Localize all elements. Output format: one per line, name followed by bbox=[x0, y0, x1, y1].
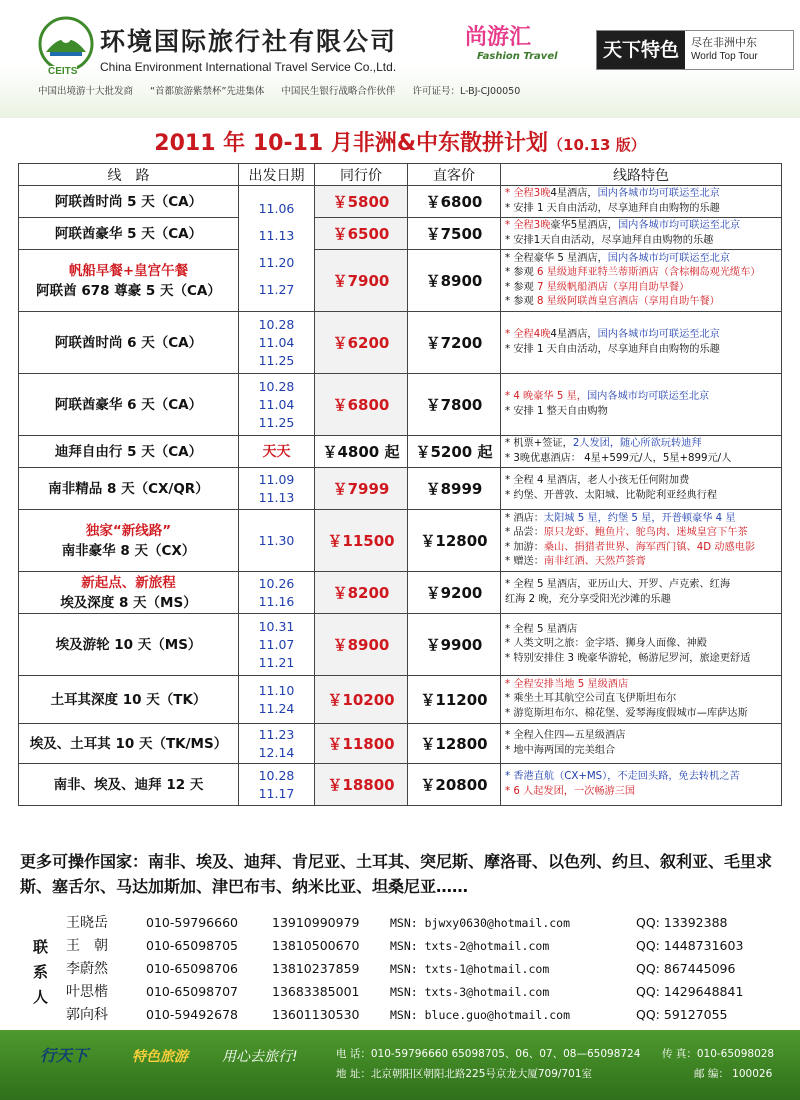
table-row bbox=[19, 764, 782, 806]
col-header-features: 线路特色 bbox=[501, 164, 782, 186]
route-cell bbox=[19, 764, 239, 806]
contacts-label: 联系人 bbox=[33, 938, 49, 1006]
departure-date: 11.30 bbox=[258, 532, 295, 548]
peer-price: ￥11800 bbox=[315, 724, 408, 764]
route-cell bbox=[19, 510, 239, 572]
feature-text: 红海 2 晚，充分享受阳光沙滩的乐趣 bbox=[505, 593, 671, 605]
feature-line bbox=[505, 252, 781, 267]
features-cell bbox=[501, 510, 782, 572]
more-countries: 更多可操作国家：南非、埃及、迪拜、肯尼亚、土耳其、突尼斯、摩洛哥、以色列、约旦、叙利亚、毛里求斯、塞舌尔、马达加斯加、津巴布韦、纳米比亚、坦桑尼亚…… bbox=[20, 852, 773, 896]
departure-date: 11.21 bbox=[258, 654, 295, 670]
footer-zip: 邮 编： 100026 bbox=[694, 1068, 773, 1080]
footer-fax: 传 真：010-65098028 bbox=[662, 1048, 775, 1060]
contact-name: 王晓岳 bbox=[66, 915, 108, 931]
feature-line bbox=[505, 512, 781, 527]
feature-text: 3晚 bbox=[533, 220, 551, 231]
feature-text: * 机票+签证， bbox=[505, 438, 573, 449]
table-row bbox=[19, 312, 782, 374]
feature-text: * 全程 bbox=[505, 188, 534, 199]
contact-row bbox=[60, 1005, 800, 1025]
feature-line bbox=[505, 692, 781, 707]
contact-row bbox=[60, 982, 800, 1002]
footer-address: 地 址：北京朝阳区朝阳北路225号京龙大厦709/701室 bbox=[336, 1068, 592, 1080]
feature-line bbox=[505, 555, 781, 570]
departure-date: 11.13 bbox=[258, 489, 295, 505]
feature-text: 8 星级阿联酋皇宫酒店（享用自助午餐） bbox=[536, 296, 720, 307]
route-name: 阿联酋时尚 5 天（CA） bbox=[54, 193, 203, 210]
footer bbox=[0, 1030, 800, 1100]
route-cell bbox=[19, 218, 239, 250]
page-title-main: 2011 年 10-11 月非洲&中东散拼计划 bbox=[154, 131, 549, 156]
feature-text: * 人类文明之旅：金字塔、狮身人面像、神殿 bbox=[505, 638, 707, 650]
contact-msn: MSN: bjwxy0630@hotmail.com bbox=[390, 916, 571, 930]
contact-mobile: 13810500670 bbox=[272, 938, 360, 953]
feature-text: 豪华5星酒店， bbox=[550, 220, 618, 231]
route-cell bbox=[19, 250, 239, 312]
feature-line bbox=[505, 526, 781, 541]
features-cell bbox=[501, 218, 782, 250]
feature-text: 2人发团，随心所欲玩转迪拜 bbox=[572, 438, 702, 449]
footer-slogan: 用心去旅行! bbox=[222, 1049, 298, 1065]
departure-date: 天天 bbox=[262, 443, 291, 460]
peer-price: ￥6200 bbox=[315, 312, 408, 374]
table-row bbox=[19, 572, 782, 614]
feature-text: * 4 晚豪华 5 星， bbox=[505, 391, 587, 402]
departure-date: 11.17 bbox=[258, 785, 295, 801]
qualification: 中国民生银行战略合作伙伴 bbox=[281, 86, 396, 97]
departure-date: 11.16 bbox=[258, 593, 295, 609]
feature-line bbox=[505, 202, 781, 217]
table-row bbox=[19, 614, 782, 676]
feature-text: 太阳城 5 星，约堡 5 星，开普顿豪华 4 星 bbox=[543, 512, 736, 524]
departure-date: 11.25 bbox=[258, 414, 295, 430]
footer-brand-2: 特色旅游 bbox=[132, 1049, 188, 1065]
ceits-logo bbox=[36, 16, 96, 82]
feature-line bbox=[505, 328, 781, 343]
route-name: 阿联酋时尚 6 天（CA） bbox=[54, 334, 203, 351]
feature-text: 国内各城市均可联运至北京 bbox=[607, 252, 731, 264]
feature-line bbox=[505, 652, 781, 667]
contact-msn: MSN: txts-3@hotmail.com bbox=[390, 985, 550, 999]
feature-line bbox=[505, 637, 781, 652]
departure-date: 10.28 bbox=[258, 316, 295, 332]
route-cell bbox=[19, 468, 239, 510]
route-name: 迪拜自由行 5 天（CA） bbox=[54, 443, 203, 460]
feature-line bbox=[505, 541, 781, 556]
logo-text: CEITS bbox=[48, 66, 78, 77]
departure-date: 11.25 bbox=[258, 352, 295, 368]
contact-msn: MSN: txts-2@hotmail.com bbox=[390, 939, 550, 953]
contact-row bbox=[60, 959, 800, 979]
departure-date: 11.20 bbox=[258, 254, 295, 270]
contact-mobile: 13810237859 bbox=[272, 961, 360, 976]
feature-text: 桑山、捐猎者世界、海军西门镇、4D 动感电影 bbox=[543, 541, 756, 553]
features-cell bbox=[501, 250, 782, 312]
peer-price: ￥8200 bbox=[315, 572, 408, 614]
feature-line bbox=[505, 785, 781, 800]
contact-qq: QQ: 1429648841 bbox=[636, 984, 744, 999]
contact-qq: QQ: 59127055 bbox=[636, 1007, 728, 1022]
table-row bbox=[19, 510, 782, 572]
qualification: 许可证号：L-BJ-CJ00050 bbox=[412, 86, 521, 97]
route-name: 阿联酋 678 尊豪 5 天（CA） bbox=[36, 282, 221, 299]
route-name: 南非豪华 8 天（CX） bbox=[61, 542, 196, 559]
route-name: 埃及游轮 10 天（MS） bbox=[55, 636, 202, 653]
feature-line bbox=[505, 266, 781, 281]
direct-price: ￥7800 bbox=[408, 374, 501, 436]
table-row bbox=[19, 374, 782, 436]
dates-cell bbox=[239, 572, 315, 614]
feature-text: * 赠送： bbox=[505, 556, 544, 567]
feature-line bbox=[505, 452, 781, 467]
route-tag: 新起点、新旅程 bbox=[81, 574, 176, 591]
contact-name: 王 朝 bbox=[66, 938, 108, 954]
route-cell bbox=[19, 724, 239, 764]
route-cell bbox=[19, 186, 239, 218]
feature-line bbox=[505, 281, 781, 296]
feature-text: * 安排 1 天自由活动，尽享迪拜自由购物的乐趣 bbox=[505, 343, 720, 355]
peer-price: ￥7999 bbox=[315, 468, 408, 510]
peer-price: ￥6800 bbox=[315, 374, 408, 436]
feature-text: 国内各城市均可联运至北京 bbox=[586, 391, 710, 402]
fashion-travel-en: Fashion Travel bbox=[477, 51, 558, 62]
feature-line bbox=[505, 187, 781, 202]
table-row bbox=[19, 724, 782, 764]
table-row bbox=[19, 186, 782, 218]
direct-price: ￥7200 bbox=[408, 312, 501, 374]
route-tag: 独家“新线路” bbox=[85, 522, 172, 539]
features-cell bbox=[501, 436, 782, 468]
world-top-tour-main: 天下特色 bbox=[597, 31, 685, 69]
feature-text: * 全程 4 星酒店，老人小孩无任何附加费 bbox=[505, 475, 690, 486]
world-top-tour-sub-en: World Top Tour bbox=[691, 51, 758, 62]
feature-text: 6 星级迪拜亚特兰蒂斯酒店（含棕榈岛观光缆车） bbox=[536, 267, 761, 278]
feature-text: 3晚 bbox=[533, 188, 551, 199]
feature-line bbox=[505, 593, 781, 608]
table-header-row bbox=[19, 164, 782, 186]
feature-text: * 参观 bbox=[505, 296, 537, 307]
departure-date: 10.28 bbox=[258, 767, 295, 783]
direct-price: ￥9200 bbox=[408, 572, 501, 614]
table-row bbox=[19, 676, 782, 724]
dates-cell bbox=[239, 436, 315, 468]
page-title bbox=[0, 126, 800, 157]
feature-text: * 安排 1 整天自由购物 bbox=[505, 405, 608, 417]
departure-date: 12.14 bbox=[258, 744, 295, 760]
feature-text: * 3晚优惠酒店： 4星+599元/人，5星+899元/人 bbox=[505, 452, 732, 464]
feature-text: * 全程豪华 5 星酒店， bbox=[505, 252, 608, 264]
world-top-tour-sub-cn: 尽在非洲中东 bbox=[691, 36, 757, 49]
feature-text: 4星酒店， bbox=[550, 329, 598, 340]
contact-msn: MSN: txts-1@hotmail.com bbox=[390, 962, 550, 976]
feature-line bbox=[505, 729, 781, 744]
route-name: 阿联酋豪华 6 天（CA） bbox=[54, 396, 203, 413]
departure-date: 11.10 bbox=[258, 682, 295, 698]
peer-price: ￥8900 bbox=[315, 614, 408, 676]
contact-row bbox=[60, 913, 800, 933]
peer-price: ￥18800 bbox=[315, 764, 408, 806]
feature-line bbox=[505, 744, 781, 759]
feature-text: * 全程安排当地 5 星级酒店 bbox=[505, 678, 629, 690]
contact-mobile: 13601130530 bbox=[272, 1007, 360, 1022]
feature-text: * 乘坐土耳其航空公司直飞伊斯坦布尔 bbox=[505, 693, 677, 705]
table-row bbox=[19, 250, 782, 312]
peer-price: ￥10200 bbox=[315, 676, 408, 724]
contact-name: 李蔚然 bbox=[66, 961, 108, 977]
feature-line bbox=[505, 623, 781, 638]
feature-line bbox=[505, 219, 781, 234]
feature-text: * 游览斯坦布尔、棉花堡、爱琴海度假城市—库萨达斯 bbox=[505, 707, 748, 719]
feature-text: 国内各城市均可联运至北京 bbox=[618, 220, 741, 231]
features-cell bbox=[501, 764, 782, 806]
qualifications bbox=[38, 83, 534, 97]
dates-cell bbox=[239, 676, 315, 724]
contact-qq: QQ: 13392388 bbox=[636, 915, 728, 930]
contact-name: 郭向科 bbox=[66, 1007, 108, 1023]
fashion-travel-cn: 尚游汇 bbox=[465, 25, 532, 50]
company-name-cn: 环境国际旅行社有限公司 bbox=[100, 27, 398, 56]
feature-line bbox=[505, 707, 781, 722]
departure-date: 11.23 bbox=[258, 726, 295, 742]
direct-price: ￥8999 bbox=[408, 468, 501, 510]
peer-price: ￥7900 bbox=[315, 250, 408, 312]
feature-text: * 约堡、开普敦、太阳城、比勒陀利亚经典行程 bbox=[505, 489, 718, 501]
feature-text: * 全程 5 星酒店 bbox=[505, 623, 578, 635]
col-header-route: 线 路 bbox=[19, 164, 239, 186]
departure-date: 11.27 bbox=[258, 281, 295, 297]
features-cell bbox=[501, 724, 782, 764]
features-cell bbox=[501, 572, 782, 614]
features-cell bbox=[501, 186, 782, 218]
peer-price: ￥11500 bbox=[315, 510, 408, 572]
dates-cell bbox=[239, 724, 315, 764]
feature-text: * 参观 bbox=[505, 267, 537, 278]
features-cell bbox=[501, 676, 782, 724]
departure-date: 11.04 bbox=[258, 334, 295, 350]
direct-price: ￥6800 bbox=[408, 186, 501, 218]
contact-qq: QQ: 1448731603 bbox=[636, 938, 744, 953]
feature-line bbox=[505, 295, 781, 310]
route-name: 土耳其深度 10 天（TK） bbox=[50, 691, 207, 708]
contact-mobile: 13910990979 bbox=[272, 915, 360, 930]
feature-line bbox=[505, 489, 781, 504]
feature-text: * 参观 bbox=[505, 281, 537, 293]
footer-brand-1: 行天下 bbox=[40, 1046, 89, 1065]
feature-text: * 6 人起发团，一次畅游三国 bbox=[505, 785, 636, 797]
feature-text: * 香港直航（CX+MS），不走回头路，免去转机之苦 bbox=[505, 771, 740, 782]
departure-date: 11.06 bbox=[258, 200, 295, 216]
feature-text: * 地中海两国的完美组合 bbox=[505, 744, 616, 756]
departure-date: 10.26 bbox=[258, 575, 295, 591]
route-name: 埃及、土耳其 10 天（TK/MS） bbox=[29, 735, 228, 752]
feature-text: * 安排 1 天自由活动，尽享迪拜自由购物的乐趣 bbox=[505, 202, 720, 214]
feature-line bbox=[505, 390, 781, 405]
direct-price: ￥5200 起 bbox=[408, 436, 501, 468]
departure-date: 11.09 bbox=[258, 471, 295, 487]
company-name-en: China Environment International Travel Service Co.,Ltd. bbox=[100, 60, 397, 74]
col-header-date: 出发日期 bbox=[239, 164, 315, 186]
feature-text: * 安排1天自由活动，尽享迪拜自由购物的乐趣 bbox=[505, 234, 714, 246]
direct-price: ￥12800 bbox=[408, 510, 501, 572]
route-cell bbox=[19, 572, 239, 614]
dates-cell bbox=[239, 614, 315, 676]
contact-qq: QQ: 867445096 bbox=[636, 961, 736, 976]
feature-line bbox=[505, 678, 781, 693]
feature-text: 7 星级帆船酒店（享用自助早餐） bbox=[536, 281, 690, 293]
direct-price: ￥9900 bbox=[408, 614, 501, 676]
feature-text: * 全程 5 星酒店，亚历山大、开罗、卢克索、红海 bbox=[505, 579, 731, 590]
departure-date: 11.24 bbox=[258, 700, 295, 716]
contact-phone: 010-59492678 bbox=[146, 1007, 238, 1022]
feature-line bbox=[505, 437, 781, 452]
feature-line bbox=[505, 343, 781, 358]
route-cell bbox=[19, 676, 239, 724]
departure-date: 11.13 bbox=[258, 227, 295, 243]
departure-date: 11.04 bbox=[258, 396, 295, 412]
feature-text: 南非红酒、天然芦荟膏 bbox=[543, 556, 646, 567]
peer-price: ￥5800 bbox=[315, 186, 408, 218]
world-top-tour-badge bbox=[596, 30, 794, 70]
feature-line bbox=[505, 474, 781, 489]
feature-text: * 加游： bbox=[505, 541, 544, 553]
peer-price: ￥4800 起 bbox=[315, 436, 408, 468]
feature-text: 原只龙虾、鲍鱼片、鸵鸟肉、迷城皇宫下午茶 bbox=[543, 527, 748, 538]
route-name: 南非精品 8 天（CX/QR） bbox=[48, 480, 209, 497]
qualification: “首都旅游紫禁杯”先进集体 bbox=[150, 86, 265, 97]
contact-phone: 010-65098706 bbox=[146, 961, 238, 976]
feature-text: * 酒店： bbox=[505, 512, 544, 524]
feature-text: * 品尝： bbox=[505, 527, 544, 538]
features-cell bbox=[501, 374, 782, 436]
qualification: 中国出境游十大批发商 bbox=[38, 86, 134, 97]
departure-date: 10.28 bbox=[258, 378, 295, 394]
feature-text: 4晚 bbox=[533, 329, 551, 340]
fashion-travel-badge bbox=[465, 20, 565, 74]
contact-mobile: 13683385001 bbox=[272, 984, 360, 999]
feature-text: 国内各城市均可联运至北京 bbox=[597, 329, 720, 340]
route-cell bbox=[19, 312, 239, 374]
route-name: 南非、埃及、迪拜 12 天 bbox=[53, 776, 204, 793]
col-header-direct-price: 直客价 bbox=[408, 164, 501, 186]
dates-cell bbox=[239, 510, 315, 572]
page-title-version: （10.13 版） bbox=[548, 136, 646, 154]
contact-phone: 010-65098707 bbox=[146, 984, 238, 999]
feature-line bbox=[505, 405, 781, 420]
direct-price: ￥7500 bbox=[408, 218, 501, 250]
dates-cell bbox=[239, 312, 315, 374]
contact-phone: 010-65098705 bbox=[146, 938, 238, 953]
contact-row bbox=[60, 936, 800, 956]
feature-text: * 特别安排住 3 晚豪华游轮，畅游尼罗河，旅途更舒适 bbox=[505, 652, 751, 664]
feature-line bbox=[505, 770, 781, 785]
departure-date: 10.31 bbox=[258, 618, 295, 634]
feature-text: * 全程 bbox=[505, 220, 534, 231]
feature-line bbox=[505, 234, 781, 249]
route-cell bbox=[19, 374, 239, 436]
direct-price: ￥12800 bbox=[408, 724, 501, 764]
table-row bbox=[19, 468, 782, 510]
dates-cell bbox=[239, 468, 315, 510]
feature-line bbox=[505, 578, 781, 593]
contact-name: 叶思楷 bbox=[66, 984, 108, 1000]
footer-phone: 电 话：010-59796660 65098705、06、07、08—65098724 bbox=[336, 1048, 641, 1060]
route-cell bbox=[19, 436, 239, 468]
feature-text: 4星酒店， bbox=[550, 188, 598, 199]
direct-price: ￥8900 bbox=[408, 250, 501, 312]
contact-msn: MSN: bluce.guo@hotmail.com bbox=[390, 1008, 571, 1022]
schedule-table bbox=[18, 163, 782, 806]
route-tag: 帆船早餐+皇宫午餐 bbox=[68, 262, 189, 279]
direct-price: ￥11200 bbox=[408, 676, 501, 724]
feature-text: * 全程入住四—五星级酒店 bbox=[505, 730, 626, 741]
features-cell bbox=[501, 468, 782, 510]
contact-phone: 010-59796660 bbox=[146, 915, 238, 930]
features-cell bbox=[501, 312, 782, 374]
direct-price: ￥20800 bbox=[408, 764, 501, 806]
departure-date: 11.07 bbox=[258, 636, 295, 652]
feature-text: 国内各城市均可联运至北京 bbox=[597, 188, 720, 199]
col-header-peer-price: 同行价 bbox=[315, 164, 408, 186]
dates-cell bbox=[239, 374, 315, 436]
peer-price: ￥6500 bbox=[315, 218, 408, 250]
route-name: 阿联酋豪华 5 天（CA） bbox=[54, 225, 203, 242]
feature-text: * 全程 bbox=[505, 329, 534, 340]
dates-cell bbox=[239, 764, 315, 806]
route-cell bbox=[19, 614, 239, 676]
table-row bbox=[19, 218, 782, 250]
table-row bbox=[19, 436, 782, 468]
shared-dates-cell bbox=[239, 186, 315, 312]
route-name: 埃及深度 8 天（MS） bbox=[60, 594, 197, 611]
features-cell bbox=[501, 614, 782, 676]
